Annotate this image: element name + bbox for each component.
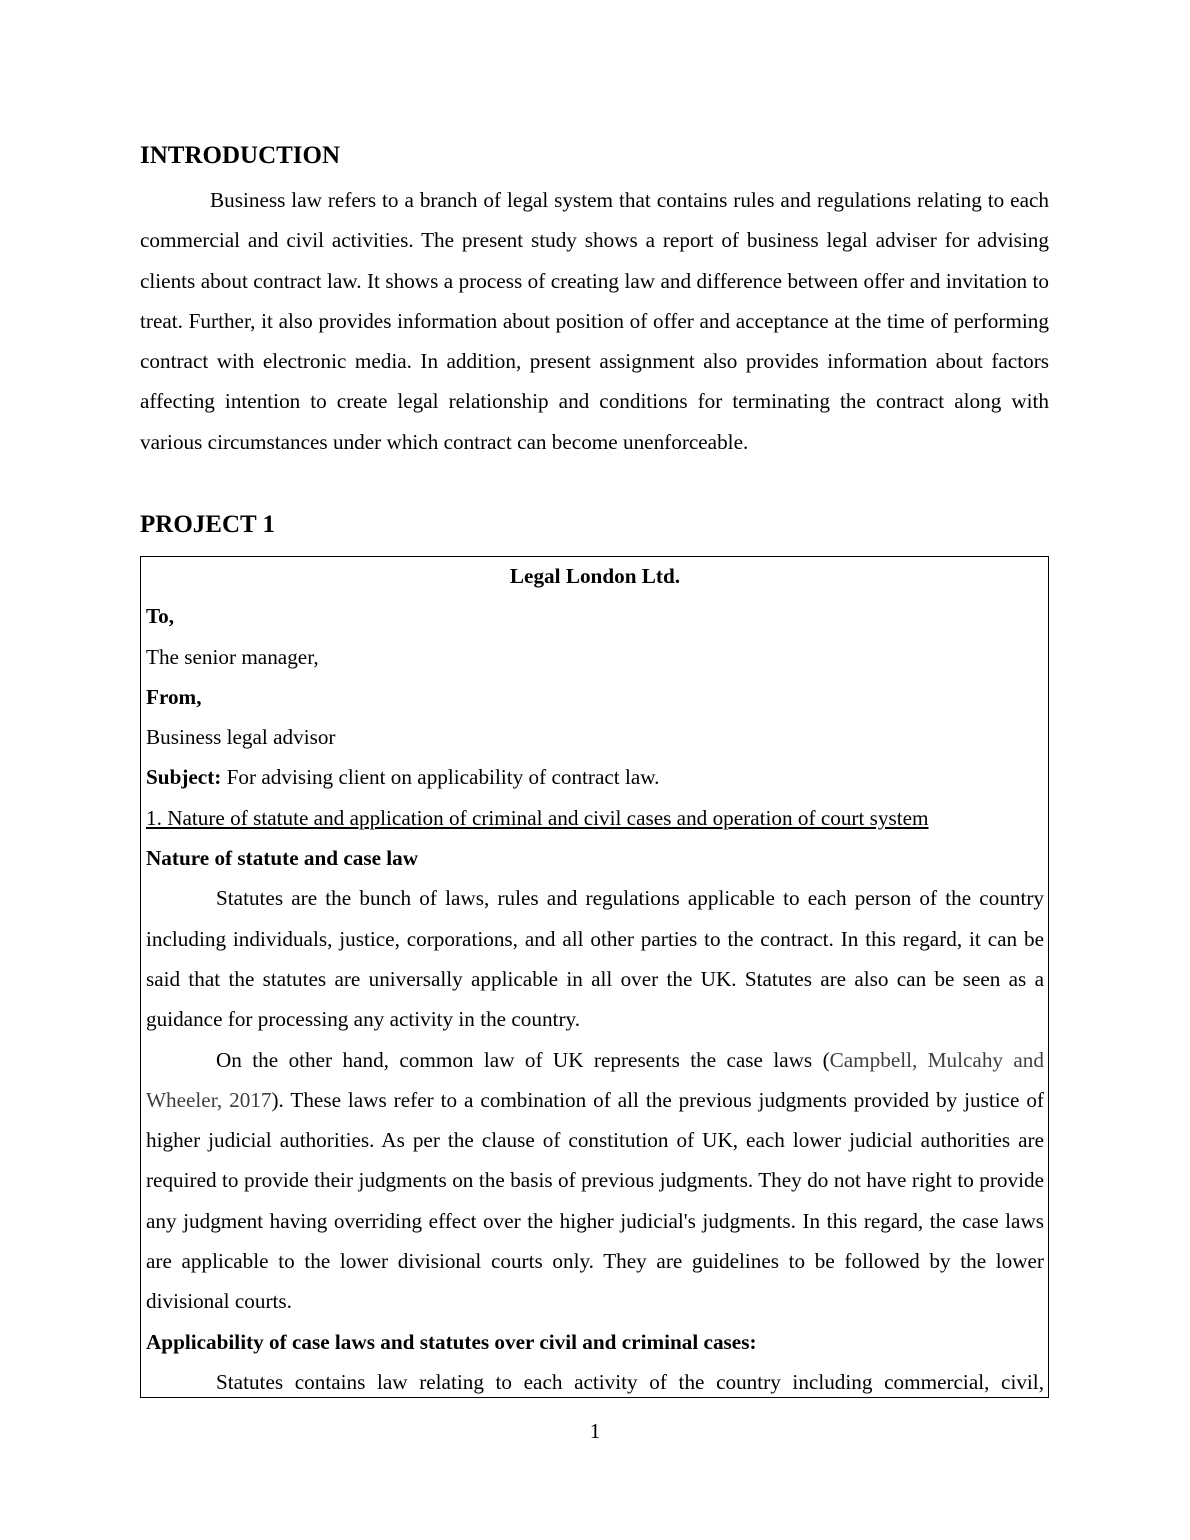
introduction-paragraph: Business law refers to a branch of legal system that contains rules and regulations relating to each commercial and civil activities. The present study shows a report of business legal adviser for advising clients about contract law. It shows a process of creating law and difference between offer and invitation to treat. Further, it also provides information about position of offer and acceptance at the time of performing contract with electronic media. In addition, present assignment also provides information about factors affecting intention to create legal relationship and conditions for terminating the contract along with various circumstances under which contract can become unenforceable. [140, 188, 1049, 454]
project-heading: PROJECT 1 [140, 511, 275, 538]
introduction-heading: INTRODUCTION [140, 142, 341, 169]
from-label: From, [146, 684, 202, 709]
common-law-paragraph [146, 1040, 1044, 1322]
citation: Campbell, Mulcahy and Wheeler, 2017 [146, 1047, 1044, 1112]
common-law-text-start: On the other hand, common law of UK represents the case laws ( [216, 1047, 830, 1072]
common-law-text-rest: ). These laws refer to a combination of all the previous judgments provided by justice of higher judicial authorities. As per the clause of constitution of UK, each lower judicial authorities are required to provide their judgments on the basis of previous judgments. They do not have right to provide any judgment having overriding effect over the higher judicial's judgments. In this regard, the case laws are applicable to the lower divisional courts only. They are guidelines to be followed by the lower divisional courts. [146, 1087, 1044, 1314]
memo-content [146, 557, 1044, 1398]
to-value: The senior manager, [146, 644, 319, 669]
page-number: 1 [589, 1419, 601, 1443]
company-name: Legal London Ltd. [509, 564, 681, 588]
subject-label: Subject: [146, 765, 222, 790]
statutes-paragraph: Statutes are the bunch of laws, rules and regulations applicable to each person of the country including individuals, justice, corporations, and all other parties to the contract. In this regard, it can be said that the statutes are universally applicable in all over the UK. Statutes are also can be seen as a guidance for processing any activity in the country. [146, 886, 1044, 1032]
subheading-applicability: Applicability of case laws and statutes over civil and criminal cases: [146, 1329, 757, 1354]
subject-line [146, 757, 1044, 797]
subject-value: For advising client on applicability of contract law. [221, 765, 660, 790]
subheading-nature-of-statute: Nature of statute and case law [146, 846, 419, 871]
section-1-title: 1. Nature of statute and application of criminal and civil cases and operation of court system [146, 805, 929, 830]
from-value: Business legal advisor [146, 725, 336, 750]
to-label: To, [146, 604, 175, 629]
memo-box [140, 556, 1049, 1398]
statutes-contains-paragraph: Statutes contains law relating to each activity of the country including commercial, civil, [216, 1369, 1044, 1394]
